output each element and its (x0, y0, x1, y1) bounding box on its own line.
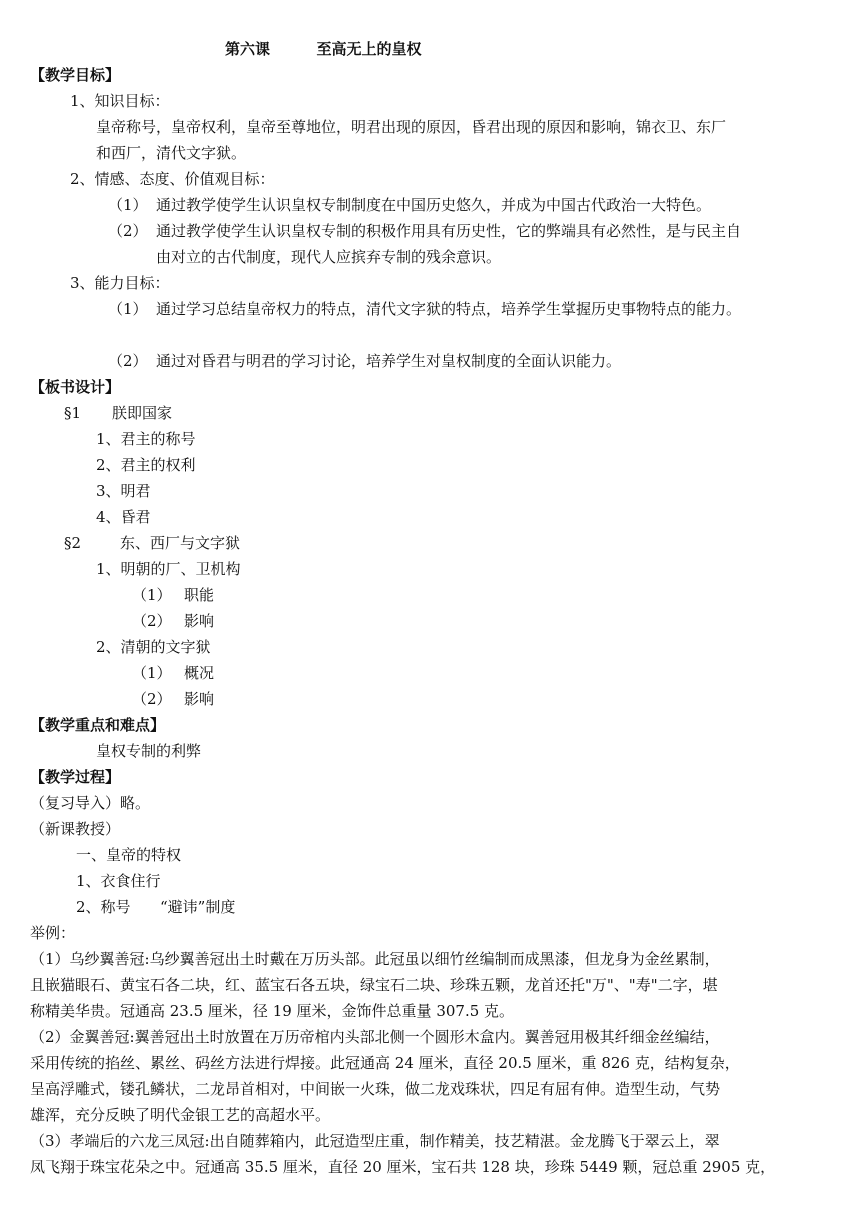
board-item: 2、君主的权利 (96, 456, 196, 474)
example-3-cont: 凤飞翔于珠宝花朵之中。冠通高 35.5 厘米，直径 20 厘米，宝石共 128 块，珍珠 5449 颗，冠总重 2905 克， (30, 1158, 776, 1176)
board-section-1-title: 朕即国家 (112, 404, 173, 422)
ability-goal-1: 通过学习总结皇帝权力的特点，清代文字狱的特点，培养学生掌握历史事物特点的能力。 (156, 300, 742, 318)
board-section-1-number: §1 (64, 404, 82, 422)
board-subitem-number: （1） (132, 664, 172, 682)
example-2: （2）金翼善冠:翼善冠出土时放置在万历帝棺内头部北侧一个圆形木盒内。翼善冠用极其纤细金丝编结， (30, 1028, 720, 1046)
knowledge-goal-text-cont: 和西厂，清代文字狱。 (96, 144, 247, 162)
board-subitem-number: （2） (132, 612, 172, 630)
board-section-2-number: §2 (64, 534, 82, 552)
process-new: （新课教授） (30, 820, 121, 838)
board-subitem: 影响 (184, 612, 215, 630)
ability-goal-1-number: （1） (108, 300, 148, 318)
emotion-goal-2-cont: 由对立的古代制度，现代人应摈弃专制的残余意识。 (156, 248, 502, 266)
process-item-1: 1、衣食住行 (76, 872, 161, 890)
board-item: 3、明君 (96, 482, 151, 500)
example-2-cont: 采用传统的掐丝、累丝、码丝方法进行焊接。此冠通高 24 厘米，直径 20.5 厘米，重 826 克，结构复杂， (30, 1054, 740, 1072)
board-subitem-number: （2） (132, 690, 172, 708)
emotion-goal-1: 通过教学使学生认识皇权专制制度在中国历史悠久，并成为中国古代政治一大特色。 (156, 196, 712, 214)
emotion-goal-2: 通过教学使学生认识皇权专制的积极作用具有历史性，它的弊端具有必然性，是与民主自 (156, 222, 742, 240)
board-subitem: 影响 (184, 690, 215, 708)
process-item-2-detail: “避讳”制度 (160, 898, 236, 916)
emotion-goal-2-number: （2） (108, 222, 148, 240)
page-title (225, 38, 422, 60)
example-2-cont: 雄浑，充分反映了明代金银工艺的高超水平。 (30, 1106, 331, 1124)
board-item: 1、君主的称号 (96, 430, 196, 448)
section-board: 【板书设计】 (30, 378, 121, 396)
process-part-1: 一、皇帝的特权 (76, 846, 182, 864)
knowledge-goal-text: 皇帝称号，皇帝权利，皇帝至尊地位，明君出现的原因，昏君出现的原因和影响，锦衣卫、东厂 (96, 118, 727, 136)
example-1: （1）乌纱翼善冠:乌纱翼善冠出土时戴在万历头部。此冠虽以细竹丝编制而成黑漆，但龙身为金丝累制， (30, 950, 720, 968)
example-2-cont: 呈高浮雕式，镂孔鳞状，二龙昂首相对，中间嵌一火珠，做二龙戏珠状，四足有屈有伸。造型生动，气势 (30, 1080, 721, 1098)
section-process: 【教学过程】 (30, 768, 121, 786)
section-objectives: 【教学目标】 (30, 66, 121, 84)
board-subsection: 2、清朝的文字狱 (96, 638, 211, 656)
board-item: 4、昏君 (96, 508, 151, 526)
knowledge-goal-title: 1、知识目标： (70, 92, 170, 110)
lesson-number: 第六课 (225, 40, 271, 58)
emotion-goal-1-number: （1） (108, 196, 148, 214)
ability-goal-title: 3、能力目标： (70, 274, 170, 292)
lesson-name: 至高无上的皇权 (316, 40, 422, 58)
example-1-cont: 称精美华贵。冠通高 23.5 厘米，径 19 厘米，金饰件总重量 307.5 克。 (30, 1002, 515, 1020)
example-label: 举例： (30, 924, 76, 942)
process-review: （复习导入）略。 (30, 794, 151, 812)
ability-goal-2: 通过对昏君与明君的学习讨论，培养学生对皇权制度的全面认识能力。 (156, 352, 622, 370)
board-subitem: 职能 (184, 586, 215, 604)
board-subitem: 概况 (184, 664, 215, 682)
example-1-cont: 且嵌猫眼石、黄宝石各二块，红、蓝宝石各五块，绿宝石二块、珍珠五颗，龙首还托"万"、"寿"二字，堪 (30, 976, 718, 994)
ability-goal-2-number: （2） (108, 352, 148, 370)
board-section-2-title: 东、西厂与文字狱 (120, 534, 241, 552)
process-item-2: 2、称号 (76, 898, 131, 916)
board-subitem-number: （1） (132, 586, 172, 604)
example-3: （3）孝端后的六龙三凤冠:出自随葬箱内，此冠造型庄重，制作精美，技艺精湛。金龙腾飞于翠云上，翠 (30, 1132, 720, 1150)
section-keypoints: 【教学重点和难点】 (30, 716, 166, 734)
board-subsection: 1、明朝的厂、卫机构 (96, 560, 241, 578)
emotion-goal-title: 2、情感、态度、价值观目标： (70, 170, 275, 188)
keypoints-text: 皇权专制的利弊 (96, 742, 202, 760)
